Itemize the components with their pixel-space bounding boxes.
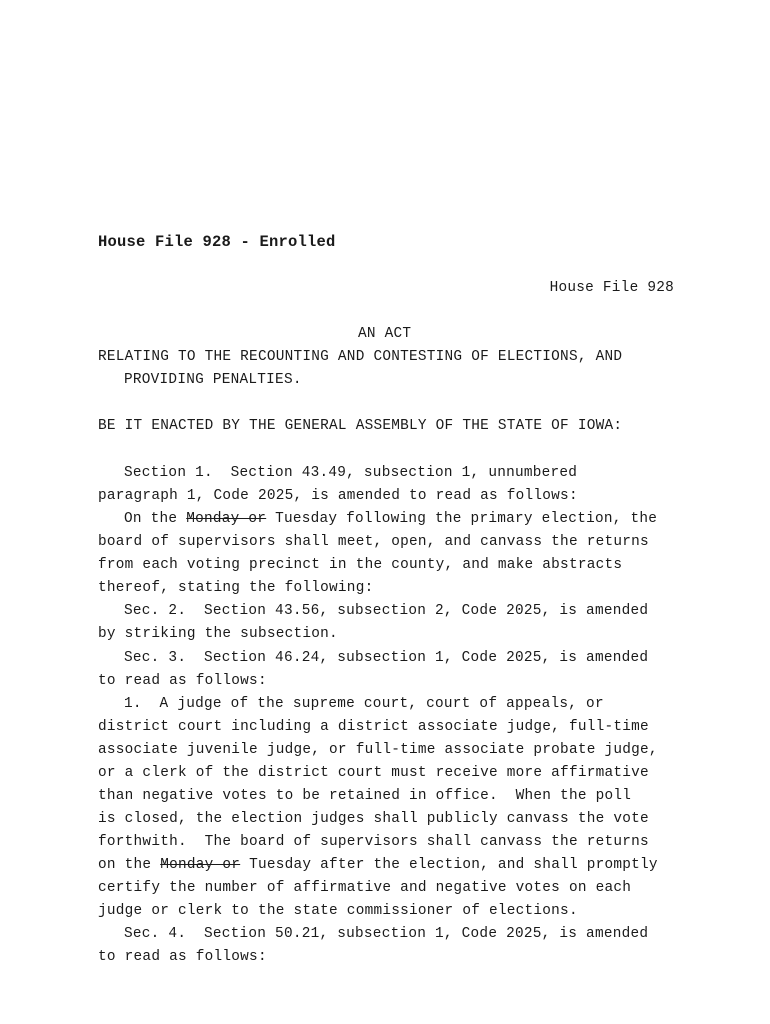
body-line: thereof, stating the following: [98, 580, 374, 596]
body-line: to read as follows: [98, 949, 267, 965]
body-line: to read as follows: [98, 673, 267, 689]
body-text: on the [98, 857, 161, 873]
body-line: from each voting precinct in the county, and make abstracts [98, 557, 623, 573]
body-line: by striking the subsection. [98, 626, 338, 642]
body-line: certify the number of affirmative and negative votes on each [98, 880, 632, 896]
body-line: board of supervisors shall meet, open, and canvass the returns [98, 534, 649, 550]
section-3-heading: Sec. 3. Section 46.24, subsection 1, Code 2025, is amended [124, 650, 649, 666]
body-line: is closed, the election judges shall publicly canvass the vote [98, 811, 649, 827]
body-line: associate juvenile judge, or full-time associate probate judge, [98, 742, 658, 758]
body-line: or a clerk of the district court must receive more affirmative [98, 765, 649, 781]
act-title-line-1: RELATING TO THE RECOUNTING AND CONTESTING OF ELECTIONS, AND [98, 349, 623, 365]
file-reference: House File 928 [549, 280, 674, 296]
section-1-heading: Section 1. Section 43.49, subsection 1, unnumbered [124, 465, 578, 481]
body-text: Tuesday after the election, and shall promptly [240, 857, 658, 873]
body-line-amended [124, 508, 657, 531]
enacting-clause: BE IT ENACTED BY THE GENERAL ASSEMBLY OF THE STATE OF IOWA: [98, 418, 623, 434]
body-text: On the [124, 511, 187, 527]
body-line: forthwith. The board of supervisors shall canvass the returns [98, 834, 649, 850]
body-line: 1. A judge of the supreme court, court of appeals, or [124, 696, 604, 712]
act-title-line-2: PROVIDING PENALTIES. [124, 372, 302, 388]
document-page [98, 0, 698, 1024]
body-line: judge or clerk to the state commissioner of elections. [98, 903, 578, 919]
body-line: than negative votes to be retained in office. When the poll [98, 788, 632, 804]
struck-text: Monday or [186, 511, 267, 527]
body-line-amended [98, 854, 658, 877]
body-text: Tuesday following the primary election, the [266, 511, 658, 527]
body-line: district court including a district associate judge, full-time [98, 719, 649, 735]
document-title: House File 928 - Enrolled [98, 233, 336, 251]
struck-text: Monday or [160, 857, 241, 873]
section-2-heading: Sec. 2. Section 43.56, subsection 2, Code 2025, is amended [124, 603, 649, 619]
act-label: AN ACT [358, 326, 412, 342]
body-line: paragraph 1, Code 2025, is amended to read as follows: [98, 488, 578, 504]
section-4-heading: Sec. 4. Section 50.21, subsection 1, Code 2025, is amended [124, 926, 649, 942]
